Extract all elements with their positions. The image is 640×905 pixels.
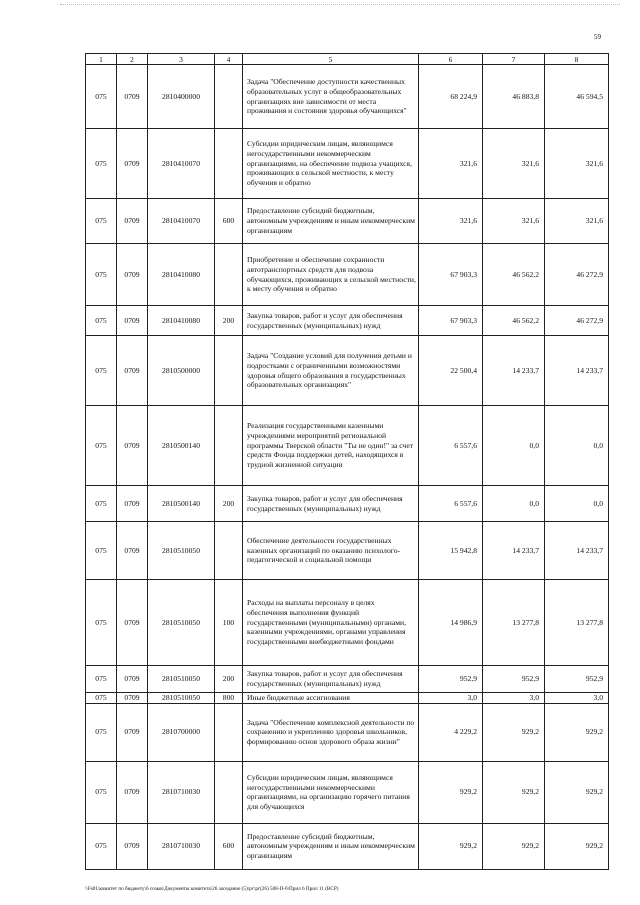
cell-admin-code: 075 [86, 486, 117, 522]
cell-description: Предоставление субсидий бюджетным, автономным учреждениям и иным некоммерческим организациям [243, 199, 419, 244]
cell-admin-code: 075 [86, 522, 117, 580]
table-row [86, 129, 609, 199]
cell-description: Обеспечение деятельности государственных казенных организаций по оказанию психолого-педагогической и социальной помощи [243, 522, 419, 580]
cell-admin-code: 075 [86, 693, 117, 704]
cell-amount-col8: 321,6 [545, 129, 609, 199]
table-row [86, 65, 609, 129]
cell-amount-col7: 0,0 [483, 486, 545, 522]
cell-amount-col6: 321,6 [419, 199, 483, 244]
cell-amount-col8: 46 272,9 [545, 306, 609, 336]
cell-section-code: 0709 [117, 703, 148, 761]
cell-target-article: 2810410070 [148, 199, 215, 244]
cell-amount-col6: 6 557,6 [419, 406, 483, 486]
cell-amount-col6: 67 903,3 [419, 244, 483, 306]
cell-amount-col6: 6 557,6 [419, 486, 483, 522]
cell-section-code: 0709 [117, 129, 148, 199]
cell-expense-type [215, 244, 243, 306]
cell-amount-col6: 67 903,3 [419, 306, 483, 336]
cell-amount-col7: 929,2 [483, 823, 545, 869]
cell-description: Закупка товаров, работ и услуг для обеспечения государственных (муниципальных) нужд [243, 666, 419, 693]
cell-amount-col6: 929,2 [419, 823, 483, 869]
cell-admin-code: 075 [86, 666, 117, 693]
cell-amount-col7: 321,6 [483, 129, 545, 199]
cell-section-code: 0709 [117, 486, 148, 522]
table-row [86, 522, 609, 580]
table-row [86, 580, 609, 666]
column-header-5: 5 [243, 54, 419, 65]
cell-description: Приобретение и обеспечение сохранности автотранспортных средств для подвоза обучающихся, проживающих в сельской местности, к месту обучения и обратно [243, 244, 419, 306]
cell-amount-col8: 13 277,8 [545, 580, 609, 666]
cell-amount-col8: 321,6 [545, 199, 609, 244]
cell-amount-col6: 3,0 [419, 693, 483, 704]
cell-amount-col8: 952,9 [545, 666, 609, 693]
table-row [86, 693, 609, 704]
cell-section-code: 0709 [117, 244, 148, 306]
table-row [86, 306, 609, 336]
cell-amount-col8: 0,0 [545, 486, 609, 522]
column-header-4: 4 [215, 54, 243, 65]
cell-description: Задача "Обеспечение доступности качественных образовательных услуг в общеобразовательных организациях вне зависимости от места проживания и состояния здоровья обучающихся" [243, 65, 419, 129]
cell-target-article: 2810410070 [148, 129, 215, 199]
cell-amount-col6: 929,2 [419, 761, 483, 823]
cell-expense-type: 100 [215, 580, 243, 666]
cell-target-article: 2810510050 [148, 693, 215, 704]
cell-admin-code: 075 [86, 703, 117, 761]
cell-section-code: 0709 [117, 522, 148, 580]
cell-section-code: 0709 [117, 823, 148, 869]
cell-amount-col6: 952,9 [419, 666, 483, 693]
cell-amount-col8: 14 233,7 [545, 522, 609, 580]
cell-section-code: 0709 [117, 336, 148, 406]
cell-amount-col8: 46 594,5 [545, 65, 609, 129]
table-row [86, 666, 609, 693]
cell-admin-code: 075 [86, 580, 117, 666]
cell-description: Закупка товаров, работ и услуг для обеспечения государственных (муниципальных) нужд [243, 306, 419, 336]
cell-expense-type [215, 761, 243, 823]
cell-admin-code: 075 [86, 244, 117, 306]
cell-admin-code: 075 [86, 823, 117, 869]
cell-amount-col7: 0,0 [483, 406, 545, 486]
cell-target-article: 2810710030 [148, 761, 215, 823]
column-header-7: 7 [483, 54, 545, 65]
cell-section-code: 0709 [117, 406, 148, 486]
cell-target-article: 2810400000 [148, 65, 215, 129]
cell-section-code: 0709 [117, 666, 148, 693]
cell-amount-col7: 321,6 [483, 199, 545, 244]
cell-target-article: 2810510050 [148, 580, 215, 666]
cell-expense-type: 200 [215, 666, 243, 693]
cell-amount-col7: 952,9 [483, 666, 545, 693]
cell-expense-type: 200 [215, 486, 243, 522]
cell-expense-type [215, 406, 243, 486]
cell-expense-type [215, 703, 243, 761]
cell-expense-type: 800 [215, 693, 243, 704]
cell-target-article: 2810500000 [148, 336, 215, 406]
cell-description: Реализация государственными казенными учреждениями мероприятий региональной программы Тверской области "Ты не один!" за счет средств Фонда поддержки детей, находящихся в трудной жизненной ситуации [243, 406, 419, 486]
cell-description: Задача "Обеспечение комплексной деятельности по сохранению и укреплению здоровья школьников, формированию основ здорового образа жизни" [243, 703, 419, 761]
table-row [86, 336, 609, 406]
file-path-footer: \\Fs01\комитет по бюджету\6 созыв\Документы комитета\26 заседание (5)\рг\рг(26) 508-П-6\Прил 6 Прил 11 (ВСР) [85, 886, 339, 892]
cell-amount-col6: 14 986,9 [419, 580, 483, 666]
table-row [86, 823, 609, 869]
cell-amount-col7: 929,2 [483, 761, 545, 823]
cell-description: Предоставление субсидий бюджетным, автономным учреждениям и иным некоммерческим организациям [243, 823, 419, 869]
cell-admin-code: 075 [86, 199, 117, 244]
cell-amount-col6: 15 942,8 [419, 522, 483, 580]
cell-expense-type: 600 [215, 823, 243, 869]
cell-amount-col6: 4 229,2 [419, 703, 483, 761]
cell-target-article: 2810700000 [148, 703, 215, 761]
cell-expense-type: 200 [215, 306, 243, 336]
cell-target-article: 2810410080 [148, 244, 215, 306]
cell-section-code: 0709 [117, 693, 148, 704]
cell-admin-code: 075 [86, 406, 117, 486]
cell-description: Субсидии юридическим лицам, являющимся негосударственными некоммерческими организациями, на организацию горячего питания для обучающихся [243, 761, 419, 823]
cell-expense-type [215, 129, 243, 199]
cell-amount-col7: 3,0 [483, 693, 545, 704]
table-row [86, 703, 609, 761]
cell-amount-col8: 46 272,9 [545, 244, 609, 306]
scan-edge-dots [60, 4, 620, 6]
cell-section-code: 0709 [117, 199, 148, 244]
page-number: 59 [594, 33, 601, 41]
column-header-8: 8 [545, 54, 609, 65]
cell-section-code: 0709 [117, 306, 148, 336]
cell-amount-col7: 929,2 [483, 703, 545, 761]
column-header-3: 3 [148, 54, 215, 65]
cell-amount-col6: 68 224,9 [419, 65, 483, 129]
table-row [86, 244, 609, 306]
column-header-6: 6 [419, 54, 483, 65]
cell-target-article: 2810500140 [148, 486, 215, 522]
cell-target-article: 2810710030 [148, 823, 215, 869]
cell-amount-col6: 321,6 [419, 129, 483, 199]
cell-section-code: 0709 [117, 580, 148, 666]
column-header-1: 1 [86, 54, 117, 65]
cell-description: Субсидии юридическим лицам, являющимся негосударственными некоммерческим организациями, на обеспечение подвоза учащихся, проживающих в сельской местности, к месту обучения и обратно [243, 129, 419, 199]
cell-amount-col7: 14 233,7 [483, 336, 545, 406]
cell-admin-code: 075 [86, 65, 117, 129]
cell-amount-col7: 13 277,8 [483, 580, 545, 666]
cell-amount-col8: 0,0 [545, 406, 609, 486]
cell-section-code: 0709 [117, 761, 148, 823]
cell-section-code: 0709 [117, 65, 148, 129]
cell-amount-col7: 14 233,7 [483, 522, 545, 580]
budget-table-wrapper [85, 53, 608, 870]
cell-amount-col6: 22 500,4 [419, 336, 483, 406]
cell-amount-col8: 929,2 [545, 761, 609, 823]
table-row [86, 486, 609, 522]
cell-description: Расходы на выплаты персоналу в целях обеспечения выполнения функций государственными (муниципальными) органами, казенными учреждениями, органами управления государственными внебюджетными фондами [243, 580, 419, 666]
cell-amount-col8: 14 233,7 [545, 336, 609, 406]
cell-description: Задача "Создание условий для получения детьми и подростками с ограниченными возможностями здоровья общего образования в государственных образовательных организациях" [243, 336, 419, 406]
table-row [86, 406, 609, 486]
cell-admin-code: 075 [86, 761, 117, 823]
cell-amount-col7: 46 883,8 [483, 65, 545, 129]
cell-amount-col8: 3,0 [545, 693, 609, 704]
cell-amount-col7: 46 562,2 [483, 306, 545, 336]
cell-admin-code: 075 [86, 129, 117, 199]
cell-expense-type [215, 336, 243, 406]
cell-amount-col8: 929,2 [545, 703, 609, 761]
cell-target-article: 2810410080 [148, 306, 215, 336]
table-row [86, 199, 609, 244]
table-row [86, 761, 609, 823]
cell-target-article: 2810510050 [148, 522, 215, 580]
cell-expense-type [215, 65, 243, 129]
table-header-row [86, 54, 609, 65]
budget-table [85, 53, 609, 870]
cell-target-article: 2810510050 [148, 666, 215, 693]
cell-amount-col8: 929,2 [545, 823, 609, 869]
cell-admin-code: 075 [86, 336, 117, 406]
column-header-2: 2 [117, 54, 148, 65]
cell-amount-col7: 46 562,2 [483, 244, 545, 306]
cell-description: Иные бюджетные ассигнования [243, 693, 419, 704]
cell-expense-type: 600 [215, 199, 243, 244]
cell-target-article: 2810500140 [148, 406, 215, 486]
cell-expense-type [215, 522, 243, 580]
cell-description: Закупка товаров, работ и услуг для обеспечения государственных (муниципальных) нужд [243, 486, 419, 522]
cell-admin-code: 075 [86, 306, 117, 336]
